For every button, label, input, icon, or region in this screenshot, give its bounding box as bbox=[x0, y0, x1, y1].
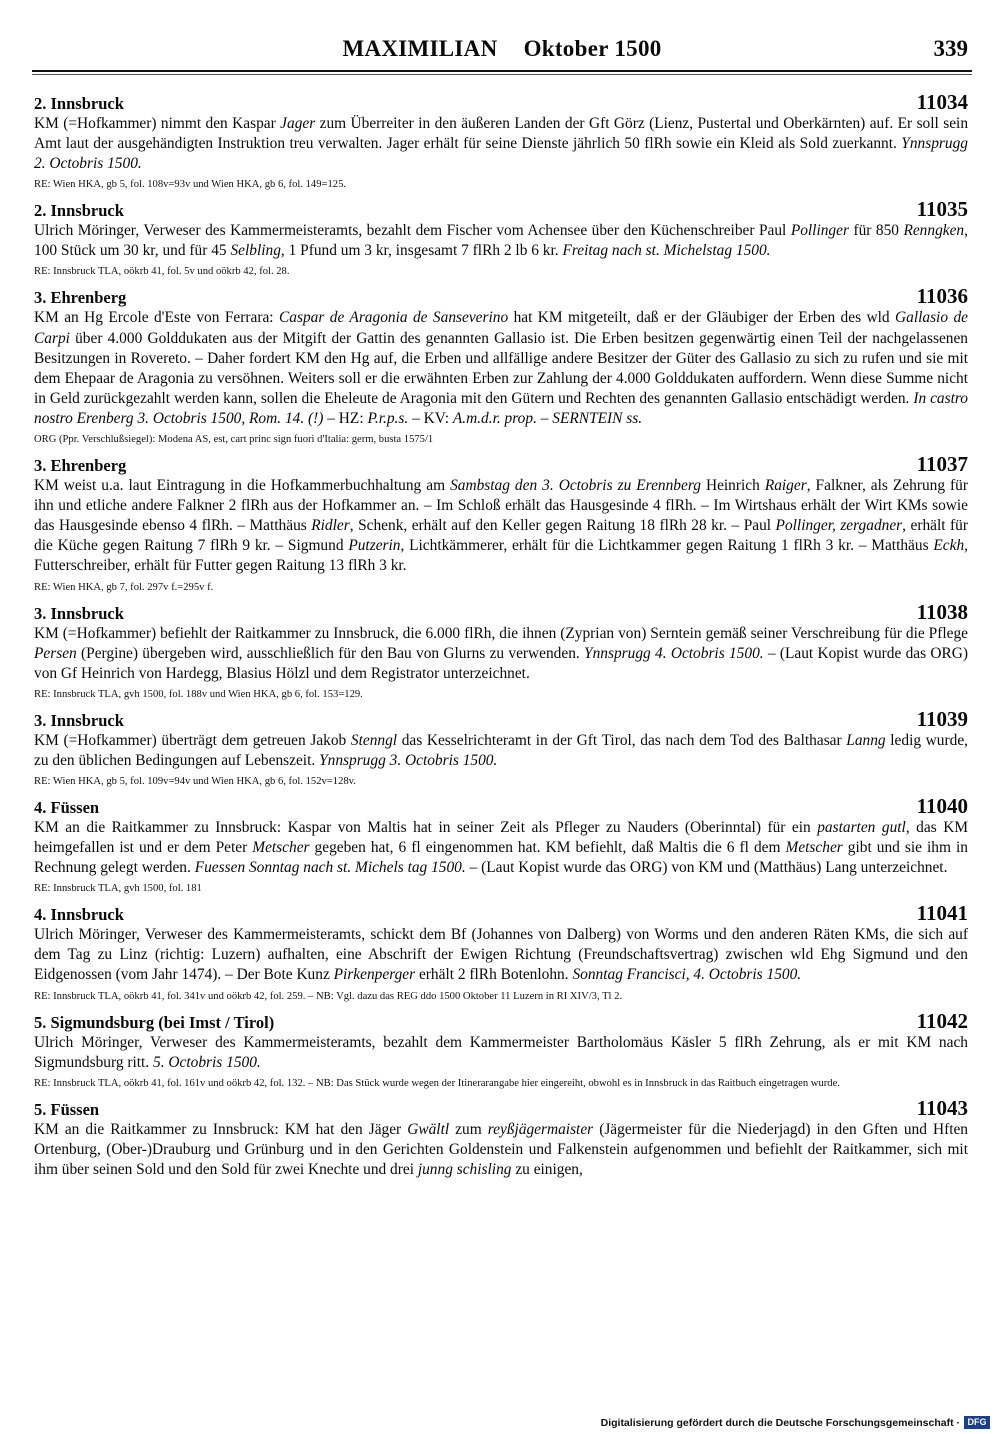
entry-body-italic: Sambstag den 3. Octobris zu Erennberg bbox=[450, 477, 701, 495]
entry-body-text: – KV: bbox=[408, 409, 453, 427]
entry-body-text: , erhält für die Küche gegen Raitung 7 flRh 9 kr. – Sigmund bbox=[34, 517, 968, 555]
entry-header bbox=[34, 599, 968, 624]
entry-body-text: , Futterschreiber, erhält für Futter gegen Raitung 13 flRh 3 kr. bbox=[34, 537, 968, 575]
entry-source-note: RE: Wien HKA, gb 7, fol. 297v f.=295v f. bbox=[34, 581, 214, 593]
entry-body-italic: Pollinger, zergadner bbox=[775, 517, 903, 535]
entry-body-italic: Selbling bbox=[230, 242, 281, 260]
entry-body-italic: Lanng bbox=[846, 731, 886, 749]
regest-entry bbox=[34, 1008, 968, 1091]
entry-body-text: – (Laut Kopist wurde das ORG) von KM und (Matthäus) Lang unterzeichnet. bbox=[465, 859, 948, 877]
entry-place-date: 2. Innsbruck bbox=[34, 94, 124, 113]
running-title-name: MAXIMILIAN bbox=[342, 36, 498, 61]
entry-body-italic: reyßjägermaister bbox=[487, 1120, 594, 1138]
entry-number: 11038 bbox=[916, 599, 968, 624]
entry-body-text: Ulrich Möringer, Verweser des Kammermeisteramts, bezahlt dem Kammermeister Bartholomäus Käsler 5 flRh Zehrung, als er mit KM nach Sigmundsburg ritt. bbox=[34, 1033, 968, 1071]
entry-body bbox=[34, 1120, 968, 1180]
entry-body bbox=[34, 221, 968, 261]
entry-number: 11043 bbox=[916, 1095, 968, 1120]
entry-body-italic: Sonntag Francisci, 4. Octobris 1500. bbox=[572, 966, 802, 984]
entry-source-note: RE: Innsbruck TLA, gvh 1500, fol. 188v und Wien HKA, gb 6, fol. 153=129. bbox=[34, 688, 363, 700]
entry-body-text: – HZ: bbox=[323, 409, 368, 427]
running-title bbox=[32, 36, 972, 62]
entry-place-date: 4. Innsbruck bbox=[34, 905, 124, 925]
entry-place-date: 5. Füssen bbox=[34, 1099, 100, 1119]
entry-body-italic: Freitag nach st. Michelstag 1500. bbox=[562, 242, 771, 260]
funding-notice: Digitalisierung gefördert durch die Deutsche Forschungsgemeinschaft · bbox=[600, 1417, 960, 1429]
page-footer bbox=[0, 1413, 1000, 1434]
entries-list bbox=[34, 92, 968, 1187]
entry-body-text: (Pergine) übergeben wird, ausschließlich für den Bau von Glurns zu verwenden. bbox=[76, 644, 585, 662]
regest-entry bbox=[34, 286, 968, 447]
entry-body-text: , 1 Pfund um 3 kr, insgesamt 7 flRh 2 lb 6 kr. bbox=[280, 242, 563, 260]
page-number: 339 bbox=[933, 36, 968, 61]
entry-body-text: , Lichtkämmerer, erhält für die Lichtkammer gegen Raitung 1 flRh 3 kr. – Matthäus bbox=[400, 537, 934, 555]
entry-number: 11039 bbox=[916, 706, 968, 731]
entry-header bbox=[34, 793, 968, 818]
entry-place-date: 3. Innsbruck bbox=[34, 603, 124, 623]
regest-entry bbox=[34, 199, 968, 279]
entry-body-italic: Ridler bbox=[311, 517, 350, 535]
entry-body-italic: junng schisling bbox=[417, 1160, 512, 1178]
entry-header bbox=[34, 454, 968, 476]
entry-body-text: hat KM mitgeteilt, daß er der Gläubiger der Erben des wld bbox=[508, 309, 896, 327]
entry-body-text: Ulrich Möringer, Verweser des Kammermeisteramts, bezahlt dem Fischer vom Achensee über den Küchenschreiber Paul bbox=[34, 222, 791, 240]
entry-body-text: gibt und sie ihm in Rechnung gelegt werden. bbox=[34, 839, 968, 877]
entry-body-text: , Schenk, erhält auf den Keller gegen Raitung 18 flRh 28 kr. – Paul bbox=[349, 517, 776, 535]
entry-body bbox=[34, 925, 968, 985]
page-header bbox=[32, 36, 972, 72]
entry-number: 11042 bbox=[916, 1008, 968, 1033]
entry-body-text: (Jägermeister für die Niederjagd) in den Gften und Hften Ortenburg, (Ober-)Drauburg und Grünburg und in den Gerichten Goldenstein und Falkenstein aufgenommen und befiehlt der Raitkammer, sich mit ihm über seinen Sold und den Sold für zwei Knechte und drei bbox=[34, 1120, 968, 1178]
entry-body-italic: Ynnsprugg 4. Octobris 1500. bbox=[584, 644, 764, 662]
entry-body-italic: P.r.p.s. bbox=[367, 409, 409, 427]
entry-body-text: erhält 2 flRh Botenlohn. bbox=[415, 966, 573, 984]
entry-body-text: für 850 bbox=[848, 222, 904, 240]
entry-body-text: , Falkner, als Zehrung für ihn und etliche andere Falkner 2 flRh aus der Hofkammer an. – Im Schloß erhält das Hausgesinde 4 flRh. – Im Wirtshaus erhält der Wirt KMs sowie das Hausgesinde ebenso 4 flRh. – Matthäus bbox=[34, 477, 969, 535]
entry-body-italic: Pollinger bbox=[790, 222, 849, 240]
entry-body-italic: Fuessen Sonntag nach st. Michels tag 1500. bbox=[194, 859, 466, 877]
entry-body-italic: Renngken bbox=[903, 222, 965, 240]
entry-source-note: RE: Innsbruck TLA, oökrb 41, fol. 5v und oökrb 42, fol. 28. bbox=[34, 266, 290, 278]
entry-body-italic: Metscher bbox=[785, 839, 843, 857]
entry-body bbox=[34, 624, 968, 684]
entry-body-italic: Ynnsprugg 3. Octobris 1500. bbox=[319, 751, 498, 769]
entry-header bbox=[34, 1008, 968, 1033]
entry-body-text: KM weist u.a. laut Eintragung in die Hofkammerbuchhaltung am bbox=[34, 477, 451, 495]
entry-body-italic: Ynnsprugg 2. Octobris 1500. bbox=[34, 135, 968, 173]
entry-body-italic: Jager bbox=[280, 115, 316, 132]
entry-body bbox=[34, 476, 968, 576]
entry-source-note: RE: Innsbruck TLA, oökrb 41, fol. 341v und oökrb 42, fol. 259. – NB: Vgl. dazu das REG ddo 1500 Oktober 11 Luzern in RI XIV/3, Tl 2. bbox=[34, 990, 623, 1002]
entry-body-italic: Gallasio de Carpi bbox=[34, 309, 968, 347]
entry-body-italic: pastarten gutl bbox=[817, 818, 906, 836]
entry-body-text: zum bbox=[449, 1120, 488, 1138]
entry-body-text: , das KM heimgefallen ist und er dem Peter bbox=[34, 818, 969, 857]
dfg-logo: DFG bbox=[964, 1416, 990, 1429]
entry-body-italic: Putzerin bbox=[348, 537, 401, 555]
regest-entry bbox=[34, 599, 968, 702]
entry-body-text: KM an die Raitkammer zu Innsbruck: Kaspar von Maltis hat in seiner Zeit als Pfleger zu Nauders (Oberinntal) für ein bbox=[34, 818, 818, 836]
entry-place-date: 3. Innsbruck bbox=[34, 710, 124, 730]
entry-body-text: KM an die Raitkammer zu Innsbruck: KM hat den Jäger bbox=[34, 1120, 408, 1138]
entry-body-text: , 100 Stück um 30 kr, und für 45 bbox=[34, 222, 968, 260]
entry-header bbox=[34, 286, 968, 308]
regest-entry bbox=[34, 903, 968, 1003]
entry-place-date: 5. Sigmundsburg (bei Imst / Tirol) bbox=[34, 1012, 275, 1032]
entry-body bbox=[34, 308, 968, 429]
entry-body-text: gegeben hat, 6 fl eingenommen hat. KM befiehlt, daß Maltis die 6 fl dem bbox=[309, 839, 786, 857]
entry-source-note: ORG (Ppr. Verschlußsiegel): Modena AS, est, cart princ sign fuori d'Italia: germ, busta 1575/1 bbox=[34, 434, 434, 446]
entry-body-italic: Gwältl bbox=[407, 1120, 450, 1138]
entry-body bbox=[34, 114, 968, 174]
entry-header bbox=[34, 199, 968, 221]
entry-body-italic: In castro nostro Erenberg 3. Octobris 1500, Rom. 14. (!) bbox=[34, 389, 968, 427]
entry-body-italic: A.m.d.r. prop. – SERNTEIN ss. bbox=[452, 409, 643, 427]
entry-body bbox=[34, 818, 968, 878]
entry-body-text: KM (=Hofkammer) überträgt dem getreuen Jakob bbox=[34, 731, 351, 749]
entry-body bbox=[34, 731, 968, 771]
entry-body-italic: Caspar de Aragonia de Sanseverino bbox=[279, 309, 509, 327]
entry-number: 11041 bbox=[916, 901, 968, 926]
entry-source-note: RE: Wien HKA, gb 5, fol. 109v=94v und Wien HKA, gb 6, fol. 152v=128v. bbox=[34, 775, 356, 787]
regest-entry bbox=[34, 793, 969, 896]
entry-body-text: KM (=Hofkammer) nimmt den Kaspar bbox=[34, 115, 281, 132]
entry-body-italic: Persen bbox=[34, 644, 77, 662]
entry-body-text: – (Laut Kopist wurde das ORG) von Gf Heinrich von Hardegg, Blasius Hölzl und dem Registrator unterzeichnet. bbox=[34, 644, 968, 682]
entry-source-note: RE: Innsbruck TLA, gvh 1500, fol. 181 bbox=[34, 883, 202, 895]
header-rule-thin bbox=[32, 74, 972, 75]
entry-body-text: zum Überreiter in den äußeren Landen der Gft Görz (Lienz, Pustertal und Oberkärnten) auf. Er soll sein Amt laut der ausgehändigten Instruktion treu verwalten. Jager erhält für seine Dienste jährlich 50 flRh sowie ein Kleid als Sold zuerkannt. bbox=[34, 115, 969, 153]
entry-header bbox=[34, 903, 968, 925]
entry-body-text: ledig wurde, zu den üblichen Bedingungen auf Lebenszeit. bbox=[34, 731, 968, 769]
entry-body-italic: Stenngl bbox=[350, 731, 398, 749]
entry-number: 11034 bbox=[916, 90, 968, 114]
entry-body-text: Heinrich bbox=[700, 477, 765, 495]
entry-body-italic: Eckh bbox=[933, 537, 965, 555]
regest-entry bbox=[34, 706, 968, 789]
regest-entry bbox=[34, 454, 968, 594]
entry-body-text: KM an Hg Ercole d'Este von Ferrara: bbox=[34, 309, 279, 327]
entry-body bbox=[34, 1033, 968, 1073]
running-title-date: Oktober 1500 bbox=[523, 36, 662, 61]
entry-body-text: KM (=Hofkammer) befiehlt der Raitkammer zu Innsbruck, die 6.000 flRh, die ihnen (Zyprian von) Serntein gemäß seiner Verschreibung für die Pflege bbox=[34, 624, 968, 642]
entry-body-italic: Pirkenperger bbox=[333, 966, 416, 984]
entry-body-italic: 5. Octobris 1500. bbox=[153, 1053, 261, 1071]
entry-source-note: RE: Wien HKA, gb 5, fol. 108v=93v und Wien HKA, gb 6, fol. 149=125. bbox=[34, 179, 347, 191]
entry-place-date: 3. Ehrenberg bbox=[34, 288, 127, 308]
entry-number: 11035 bbox=[916, 197, 968, 222]
entry-source-note: RE: Innsbruck TLA, oökrb 41, fol. 161v und oökrb 42, fol. 132. – NB: Das Stück wurde wegen der Itinerarangabe hier eingereiht, obwohl es in Innsbruck in das Raitbuch eingetragen wurde. bbox=[34, 1077, 840, 1089]
entry-body-text: das Kesselrichteramt in der Gft Tirol, das nach dem Tod des Balthasar bbox=[397, 731, 847, 749]
entry-number: 11037 bbox=[916, 452, 968, 477]
entry-body-italic: Metscher bbox=[252, 839, 310, 857]
entry-place-date: 2. Innsbruck bbox=[34, 201, 124, 221]
entry-number: 11036 bbox=[916, 284, 968, 309]
entry-header bbox=[34, 1095, 968, 1120]
entry-header bbox=[34, 92, 968, 114]
header-rule bbox=[32, 70, 972, 72]
entry-body-text: Ulrich Möringer, Verweser des Kammermeisteramts, schickt dem Bf (Johannes von Dalberg) von Worms und den anderen Räten KMs, die sich auf dem Tag zu Linz (richtig: Luzern) aufhalten, eine Abschrift der Ewigen Richtung (Freundschaftsvertrag) zwischen wld Ehg Sigmund und den Eidgenossen (vom Jahr 1474). – Der Bote Kunz bbox=[34, 926, 968, 984]
entry-header bbox=[34, 706, 968, 731]
entry-body-text: über 4.000 Golddukaten aus der Mitgift der Gattin des genannten Gallasio ist. Die Erben besitzen gegenwärtig einen Teil der nachgelassenen Besitzungen in Rovereto. – Daher fordert KM den Hg auf, die Erben und allfällige andere Besitzer der Güter des Gallasio zu sich zu rufen und sie mit dem Ehepaar de Aragonia zu versöhnen. Weiters soll er die erwähnten Erben zur Zahlung der 4.000 Golddukaten auffordern. Wenn diese Summe nicht in Geld zurückgezahlt werden kann, sollen die Eheleute de Aragonia mit den Gütern und Rechten des genannten Gallasio entschädigt werden. bbox=[34, 329, 968, 407]
entry-number: 11040 bbox=[916, 793, 968, 818]
entry-body-text: zu einigen, bbox=[511, 1160, 583, 1178]
regest-entry bbox=[34, 92, 968, 192]
entry-place-date: 4. Füssen bbox=[34, 797, 100, 817]
regest-entry bbox=[34, 1095, 968, 1180]
entry-body-italic: Raiger bbox=[764, 477, 807, 495]
entry-place-date: 3. Ehrenberg bbox=[34, 456, 127, 476]
